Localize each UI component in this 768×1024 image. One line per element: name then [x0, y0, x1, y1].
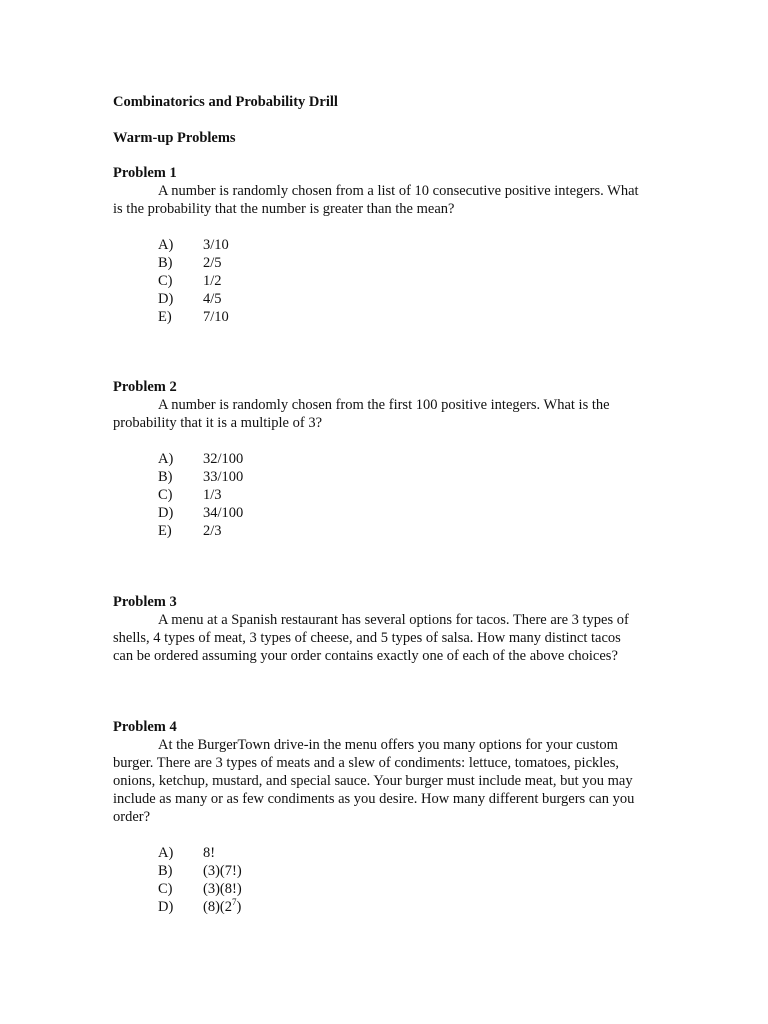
choice-answer: 4/5 — [203, 291, 222, 307]
choice-letter: A) — [158, 845, 174, 861]
problem-text: A number is randomly chosen from the first 100 positive integers. What is the probability that it is a multiple of 3? — [113, 397, 610, 431]
choice-answer: 2/3 — [203, 523, 222, 539]
problem-3 — [113, 593, 643, 665]
answer-choices — [158, 844, 643, 916]
problem-heading: Problem 3 — [113, 594, 177, 610]
document-title: Combinatorics and Probability Drill — [113, 94, 338, 110]
choice-answer: 2/5 — [203, 255, 222, 271]
answer-choice — [158, 236, 643, 254]
problem-text: A number is randomly chosen from a list of 10 consecutive positive integers. What is the probability that the number is greater than the mean? — [113, 183, 639, 217]
choice-letter: B) — [158, 469, 173, 485]
choice-letter: C) — [158, 273, 173, 289]
choice-letter: E) — [158, 309, 172, 325]
choice-letter: C) — [158, 487, 173, 503]
answer-choice — [158, 862, 643, 880]
choice-letter: D) — [158, 899, 174, 915]
choice-letter: D) — [158, 291, 174, 307]
problem-heading: Problem 1 — [113, 165, 177, 181]
problem-4 — [113, 718, 643, 916]
choice-answer: 34/100 — [203, 505, 244, 521]
problem-text: At the BurgerTown drive-in the menu offers you many options for your custom burger. There are 3 types of meats and a slew of condiments: lettuce, tomatoes, pickles, onions, ketchup, mustard, and special sauce. Your burger must include meat, but you may include as many or as few condiments as you desire. How many different burgers can you order? — [113, 737, 635, 825]
choice-answer-tail: ) — [236, 899, 242, 915]
problem-heading: Problem 4 — [113, 719, 177, 735]
answer-choices — [158, 236, 643, 326]
choice-answer: 33/100 — [203, 469, 244, 485]
choice-answer: 3/10 — [203, 237, 229, 253]
answer-choice — [158, 522, 643, 540]
choice-letter: D) — [158, 505, 174, 521]
choice-answer — [203, 898, 241, 916]
choice-answer: 7/10 — [203, 309, 229, 325]
choice-answer: (3)(7!) — [203, 863, 242, 879]
choice-letter: A) — [158, 237, 174, 253]
choice-answer: (3)(8!) — [203, 881, 242, 897]
choice-letter: E) — [158, 523, 172, 539]
choice-answer: 1/3 — [203, 487, 222, 503]
section-title: Warm-up Problems — [113, 130, 236, 146]
problem-heading: Problem 2 — [113, 379, 177, 395]
answer-choice — [158, 450, 643, 468]
answer-choice — [158, 272, 643, 290]
answer-choice — [158, 898, 643, 916]
choice-answer: 32/100 — [203, 451, 244, 467]
answer-choice — [158, 486, 643, 504]
choice-answer-exponent: 7 — [232, 897, 237, 907]
choice-answer-base: (8)(2 — [203, 899, 232, 915]
choice-answer: 8! — [203, 845, 216, 861]
answer-choice — [158, 308, 643, 326]
answer-choice — [158, 290, 643, 308]
answer-choice — [158, 880, 643, 898]
problem-1 — [113, 164, 643, 326]
choice-letter: C) — [158, 881, 173, 897]
choice-answer: 1/2 — [203, 273, 222, 289]
problem-text: A menu at a Spanish restaurant has several options for tacos. There are 3 types of shells, 4 types of meat, 3 types of cheese, and 5 types of salsa. How many distinct tacos can be ordered assuming your order contains exactly one of each of the above choices? — [113, 612, 629, 664]
answer-choice — [158, 254, 643, 272]
answer-choices — [158, 450, 643, 540]
answer-choice — [158, 844, 643, 862]
problem-2 — [113, 378, 643, 540]
answer-choice — [158, 468, 643, 486]
choice-letter: B) — [158, 863, 173, 879]
answer-choice — [158, 504, 643, 522]
choice-letter: A) — [158, 451, 174, 467]
choice-letter: B) — [158, 255, 173, 271]
